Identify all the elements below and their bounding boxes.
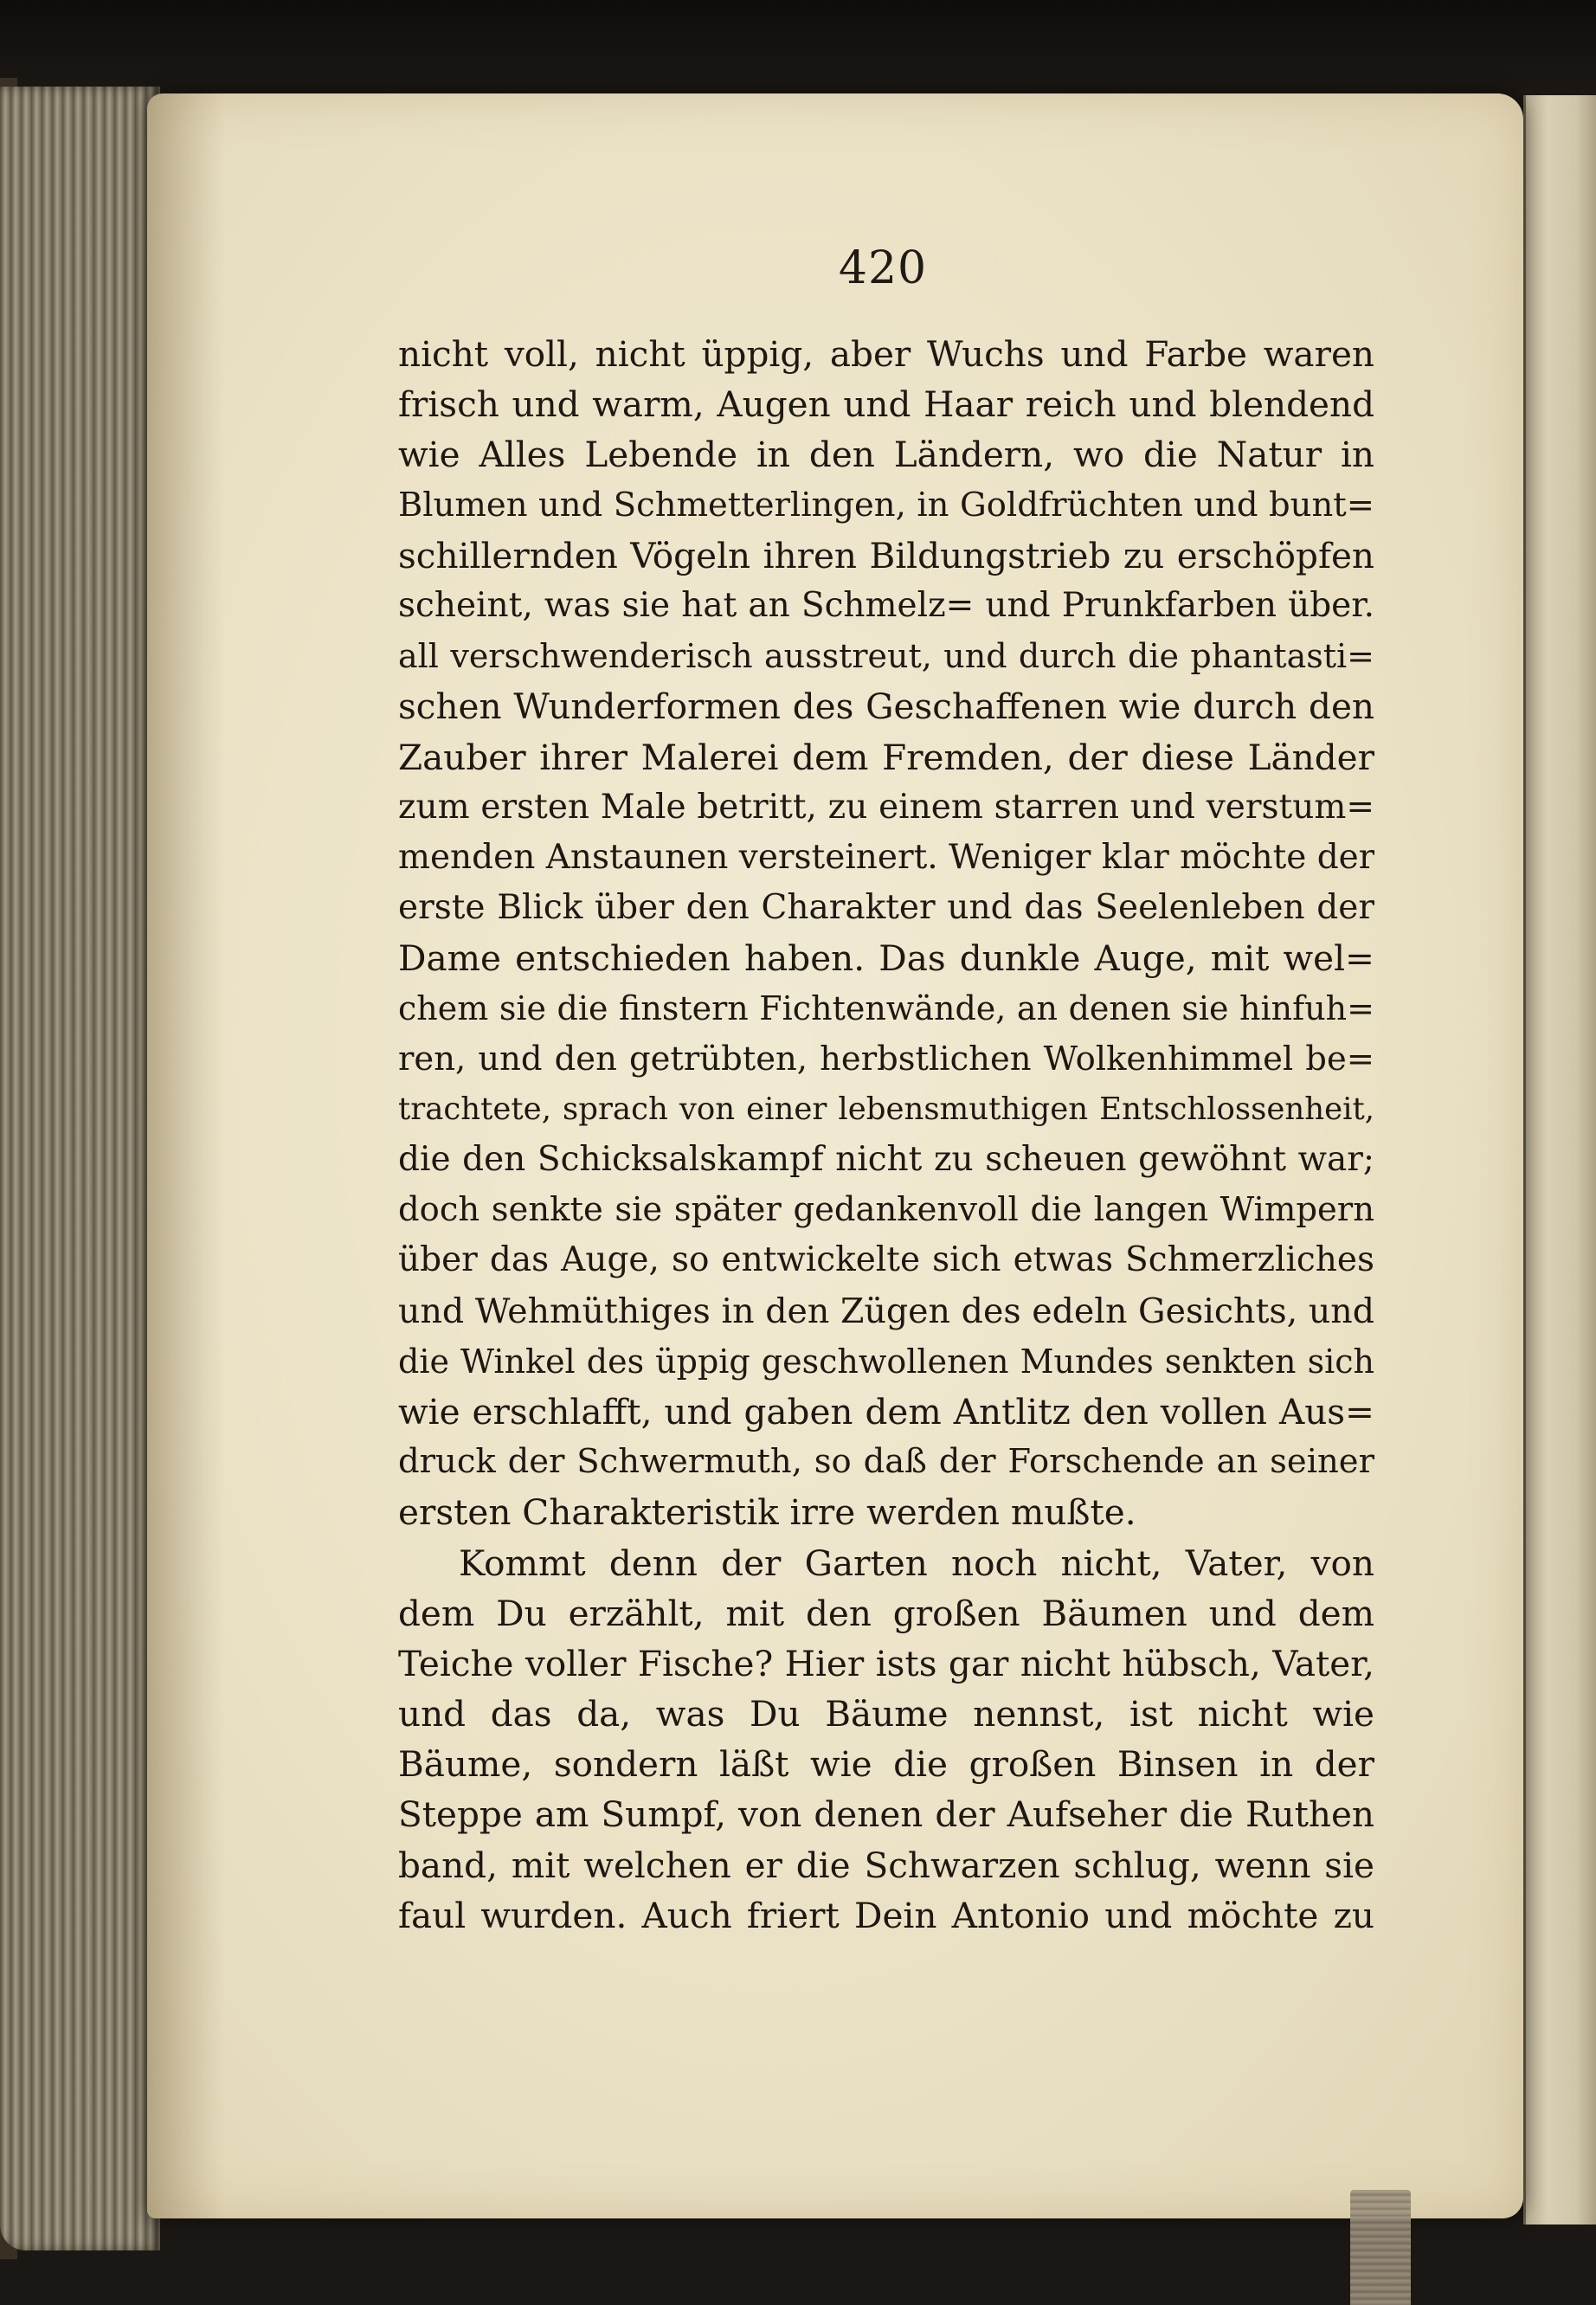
text-line: Kommt denn der Garten noch nicht, Vater, von <box>459 1542 1374 1584</box>
text-line: doch senkte sie später gedankenvoll die langen Wimpern <box>398 1190 1374 1230</box>
text-line: scheint, was sie hat an Schmelz= und Prunkfarben über. <box>398 585 1374 625</box>
text-line: ren, und den getrübten, herbstlichen Wolkenhimmel be= <box>398 1039 1374 1078</box>
text-line: über das Auge, so entwickelte sich etwas Schmerzliches <box>398 1240 1374 1280</box>
text-line: frisch und warm, Augen und Haar reich und blendend <box>398 383 1374 426</box>
text-line: nicht voll, nicht üppig, aber Wuchs und Farbe waren <box>398 333 1374 375</box>
bookmark-ribbon <box>1350 2190 1411 2305</box>
text-line: chem sie die finstern Fichtenwände, an denen sie hinfuh= <box>398 989 1374 1028</box>
text-line: faul wurden. Auch friert Dein Antonio und möchte zu <box>398 1894 1374 1936</box>
body-text <box>398 329 1374 1941</box>
gutter-shadow <box>147 93 225 2218</box>
text-line: Steppe am Sumpf, von denen der Aufseher die Ruthen <box>398 1793 1374 1836</box>
text-line: druck der Schwermuth, so daß der Forschende an seiner <box>398 1442 1374 1482</box>
page-number: 420 <box>838 242 928 294</box>
text-line: band, mit welchen er die Schwarzen schlug, wenn sie <box>398 1844 1374 1886</box>
text-line: Zauber ihrer Malerei dem Fremden, der diese Länder <box>398 736 1374 778</box>
text-line: zum ersten Male betritt, zu einem starren und verstum= <box>398 787 1374 827</box>
page-edges-stack <box>0 87 160 2250</box>
text-line: und das da, was Du Bäume nennst, ist nicht wie <box>398 1693 1374 1735</box>
text-line: menden Anstaunen versteinert. Weniger klar möchte der <box>398 837 1374 877</box>
text-line: wie Alles Lebende in den Ländern, wo die Natur in <box>398 434 1374 476</box>
text-line: erste Blick über den Charakter und das Seelenleben der <box>398 888 1374 928</box>
text-line: die den Schicksalskampf nicht zu scheuen gewöhnt war; <box>398 1140 1374 1179</box>
text-line: schillernden Vögeln ihren Bildungstrieb zu erschöpfen <box>398 534 1374 576</box>
text-line: Blumen und Schmetterlingen, in Goldfrüchten und bunt= <box>398 485 1374 525</box>
text-line: schen Wunderformen des Geschaffenen wie durch den <box>398 686 1374 728</box>
text-line: die Winkel des üppig geschwollenen Mundes senkten sich <box>398 1342 1374 1381</box>
facing-page-edge <box>1523 95 1596 2225</box>
text-line: Teiche voller Fische? Hier ists gar nicht hübsch, Vater, <box>398 1642 1374 1684</box>
text-line: ersten Charakteristik irre werden mußte. <box>398 1491 1136 1534</box>
text-line: wie erschlafft, und gaben dem Antlitz den vollen Aus= <box>398 1390 1374 1433</box>
text-line: dem Du erzählt, mit den großen Bäumen und dem <box>398 1592 1374 1634</box>
text-line: all verschwenderisch ausstreut, und durch die phantasti= <box>398 637 1374 676</box>
text-line: und Wehmüthiges in den Zügen des edeln Gesichts, und <box>398 1291 1374 1331</box>
text-line: Dame entschieden haben. Das dunkle Auge, mit wel= <box>398 937 1374 980</box>
text-line: trachtete, sprach von einer lebensmuthigen Entschlossenheit, <box>398 1091 1374 1127</box>
text-line: Bäume, sondern läßt wie die großen Binsen in der <box>398 1743 1374 1786</box>
